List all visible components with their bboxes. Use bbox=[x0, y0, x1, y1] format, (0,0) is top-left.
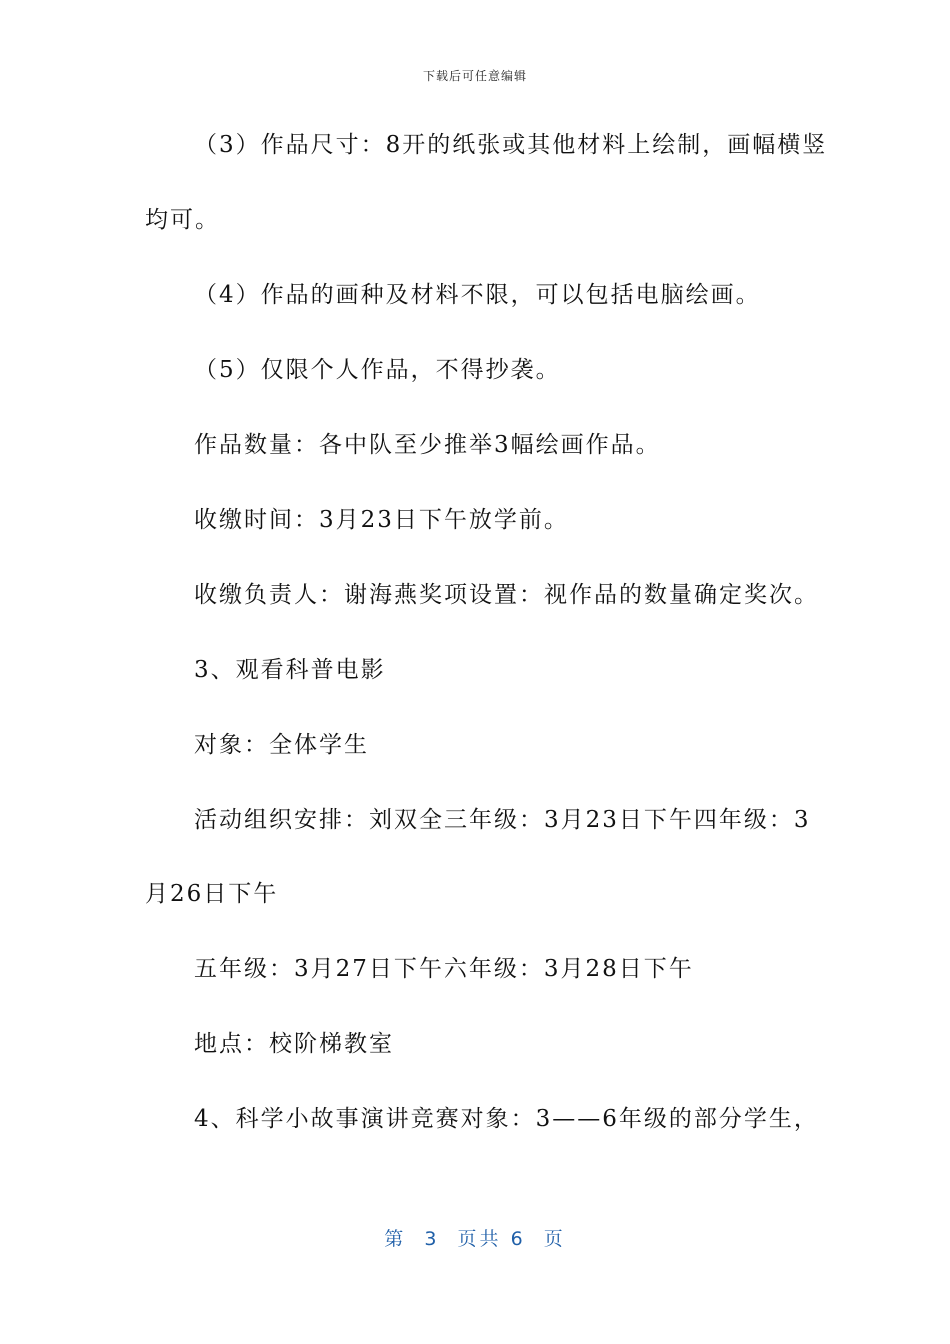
page-label-prefix: 第 bbox=[384, 1228, 407, 1250]
current-page-number: 3 bbox=[424, 1228, 440, 1250]
page-footer bbox=[0, 1224, 950, 1251]
paragraph-line: 均可。 bbox=[145, 207, 220, 233]
paragraph-line: 五年级：3月27日下午六年级：3月28日下午 bbox=[194, 956, 694, 982]
section-heading: 3、观看科普电影 bbox=[194, 657, 386, 683]
paragraph-line: （4）作品的画种及材料不限，可以包括电脑绘画。 bbox=[194, 282, 761, 308]
paragraph-line: 收缴负责人：谢海燕奖项设置：视作品的数量确定奖次。 bbox=[194, 582, 819, 608]
paragraph-line: （5）仅限个人作品，不得抄袭。 bbox=[194, 357, 561, 383]
paragraph-line: 活动组织安排：刘双全三年级：3月23日下午四年级：3 bbox=[194, 807, 811, 833]
paragraph-line: 对象：全体学生 bbox=[194, 732, 369, 758]
page-header: 下载后可任意编辑 bbox=[422, 69, 527, 83]
page-label-suffix: 页 bbox=[543, 1228, 566, 1250]
paragraph-line: 地点：校阶梯教室 bbox=[194, 1031, 394, 1057]
paragraph-line: 月26日下午 bbox=[145, 881, 279, 907]
total-pages-number: 6 bbox=[510, 1228, 526, 1250]
paragraph-line: （3）作品尺寸：8开的纸张或其他材料上绘制，画幅横竖 bbox=[194, 132, 828, 158]
paragraph-line: 收缴时间：3月23日下午放学前。 bbox=[194, 507, 569, 533]
paragraph-line: 作品数量：各中队至少推举3幅绘画作品。 bbox=[194, 432, 661, 458]
section-heading: 4、科学小故事演讲竞赛对象：3——6年级的部分学生， bbox=[194, 1106, 819, 1132]
page-label-mid: 页共 bbox=[457, 1228, 502, 1250]
